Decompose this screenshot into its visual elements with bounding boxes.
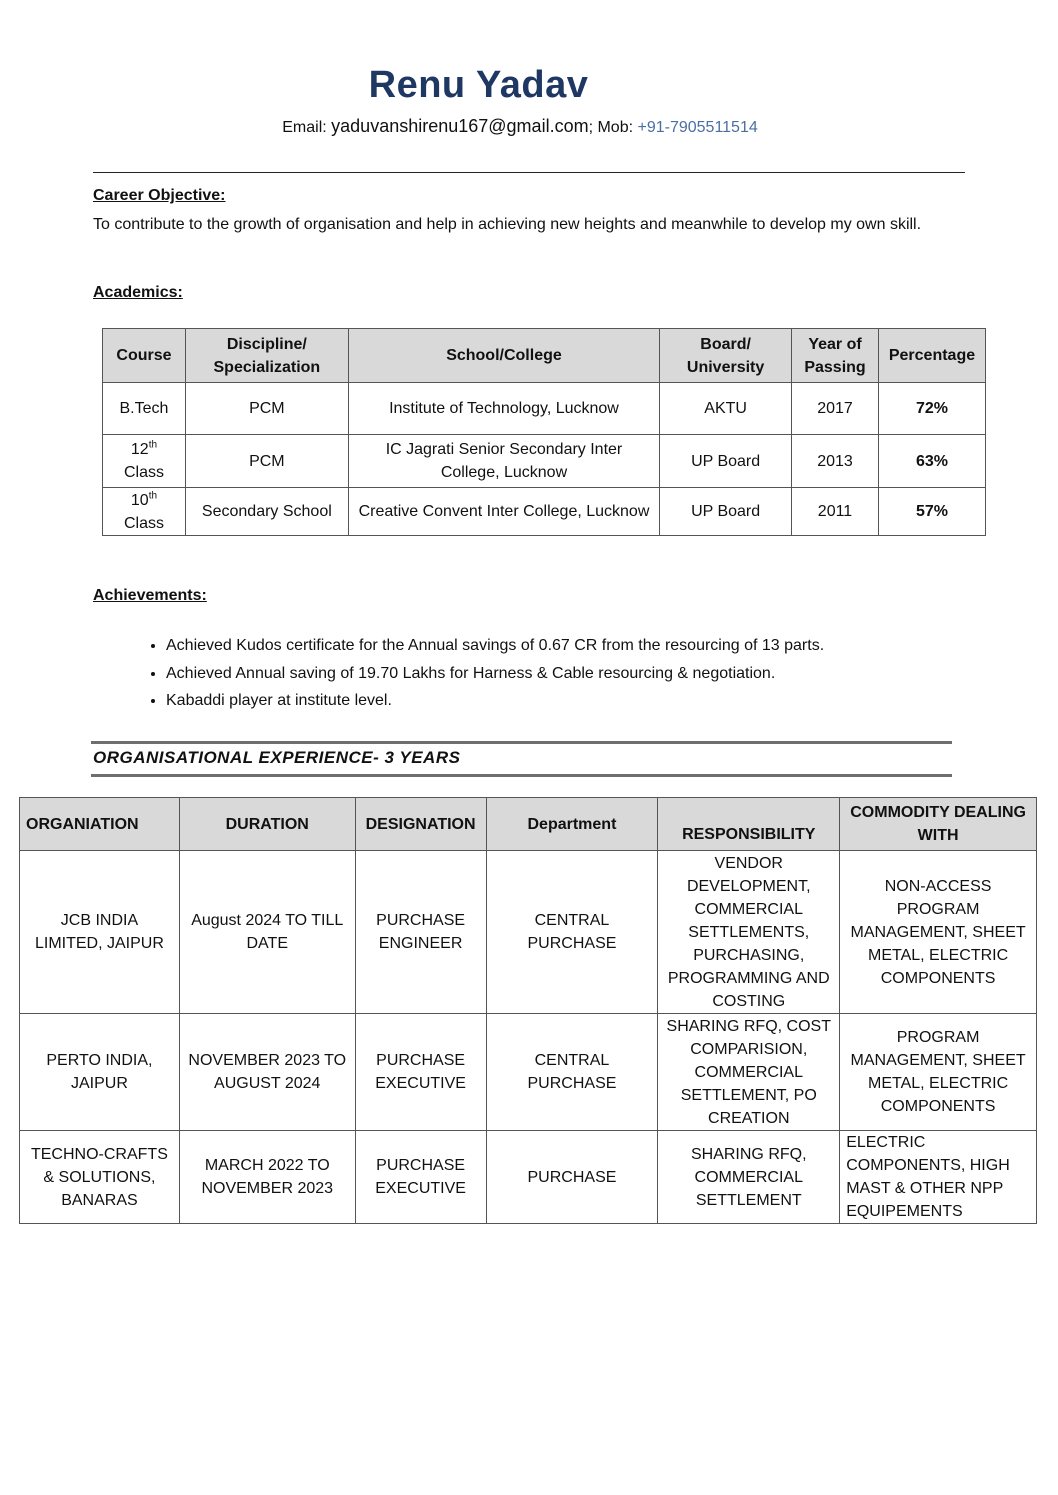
col-header-responsibility: RESPONSIBILITY [658,798,840,851]
achievements-list [93,632,824,715]
designation-cell: PURCHASE EXECUTIVE [355,1014,486,1131]
list-item: • Kabaddi player at institute level. [166,687,824,715]
col-header-school: School/College [348,329,659,383]
board-cell: UP Board [660,435,792,488]
year-cell: 2017 [792,383,879,435]
school-cell: IC Jagrati Senior Secondary Inter College, Lucknow [348,435,659,488]
designation-cell: PURCHASE ENGINEER [355,851,486,1014]
col-header-discipline: Discipline/ Specialization [185,329,348,383]
duration-cell: NOVEMBER 2023 TO AUGUST 2024 [179,1014,355,1131]
mob-label: ; Mob: [588,119,638,136]
col-header-organisation: ORGANIATION [20,798,180,851]
col-header-course: Course [103,329,186,383]
commodity-cell: PROGRAM MANAGEMENT, SHEET METAL, ELECTRIC COMPONENTS [840,1014,1037,1131]
responsibility-cell: SHARING RFQ, COMMERCIAL SETTLEMENT [658,1131,840,1224]
responsibility-cell: SHARING RFQ, COST COMPARISION, COMMERCIAL SETTLEMENT, PO CREATION [658,1014,840,1131]
list-item: • Achieved Kudos certificate for the Annual savings of 0.67 CR from the resourcing of 13 parts. [166,632,824,660]
board-cell: AKTU [660,383,792,435]
percentage-cell: 57% [878,488,985,536]
organisation-cell: TECHNO-CRAFTS & SOLUTIONS, BANARAS [20,1131,180,1224]
course-cell: B.Tech [103,383,186,435]
contact-line [0,116,1040,137]
year-cell: 2013 [792,435,879,488]
col-header-department: Department [486,798,658,851]
department-cell: CENTRAL PURCHASE [486,851,658,1014]
discipline-cell: Secondary School [185,488,348,536]
duration-cell: August 2024 TO TILL DATE [179,851,355,1014]
list-item: • Achieved Annual saving of 19.70 Lakhs for Harness & Cable resourcing & negotiation. [166,660,824,688]
school-cell: Creative Convent Inter College, Lucknow [348,488,659,536]
commodity-cell: NON-ACCESS PROGRAM MANAGEMENT, SHEET METAL, ELECTRIC COMPONENTS [840,851,1037,1014]
career-objective-text: To contribute to the growth of organisation and help in achieving new heights and meanwhile to develop my own skill. [93,216,922,233]
percentage-cell: 63% [878,435,985,488]
col-header-board: Board/ University [660,329,792,383]
col-header-year: Year of Passing [792,329,879,383]
organisation-cell: PERTO INDIA, JAIPUR [20,1014,180,1131]
discipline-cell: PCM [185,435,348,488]
board-cell: UP Board [660,488,792,536]
organisation-cell: JCB INDIA LIMITED, JAIPUR [20,851,180,1014]
experience-header-row [20,798,1037,851]
mobile-value[interactable]: +91-7905511514 [637,119,758,136]
department-cell: CENTRAL PURCHASE [486,1014,658,1131]
commodity-cell: ELECTRIC COMPONENTS, HIGH MAST & OTHER NPP EQUIPEMENTS [840,1131,1037,1224]
col-header-duration: DURATION [179,798,355,851]
table-row [20,1131,1037,1224]
col-header-commodity: COMMODITY DEALING WITH [840,798,1037,851]
email-value[interactable]: yaduvanshirenu167@gmail.com [331,116,589,136]
experience-table [19,797,1037,1224]
email-label: Email: [282,119,332,136]
discipline-cell: PCM [185,383,348,435]
candidate-name: Renu Yadav [368,64,589,106]
department-cell: PURCHASE [486,1131,658,1224]
designation-cell: PURCHASE EXECUTIVE [355,1131,486,1224]
academics-table [102,328,986,536]
duration-cell: MARCH 2022 TO NOVEMBER 2023 [179,1131,355,1224]
academics-heading: Academics: [93,284,183,301]
experience-title: ORGANISATIONAL EXPERIENCE- 3 YEARS [93,748,461,767]
achievements-heading: Achievements: [93,587,207,604]
career-objective-heading: Career Objective: [93,187,226,204]
table-row [20,1014,1037,1131]
header-divider [93,172,965,173]
academics-header-row [103,329,986,383]
col-header-designation: DESIGNATION [355,798,486,851]
table-row [103,488,986,536]
year-cell: 2011 [792,488,879,536]
responsibility-cell: VENDOR DEVELOPMENT, COMMERCIAL SETTLEMENTS, PURCHASING, PROGRAMMING AND COSTING [658,851,840,1014]
table-row [103,383,986,435]
table-row [103,435,986,488]
col-header-percentage: Percentage [878,329,985,383]
course-cell: 12th Class [103,435,186,488]
course-cell: 10th Class [103,488,186,536]
table-row [20,851,1037,1014]
percentage-cell: 72% [878,383,985,435]
school-cell: Institute of Technology, Lucknow [348,383,659,435]
